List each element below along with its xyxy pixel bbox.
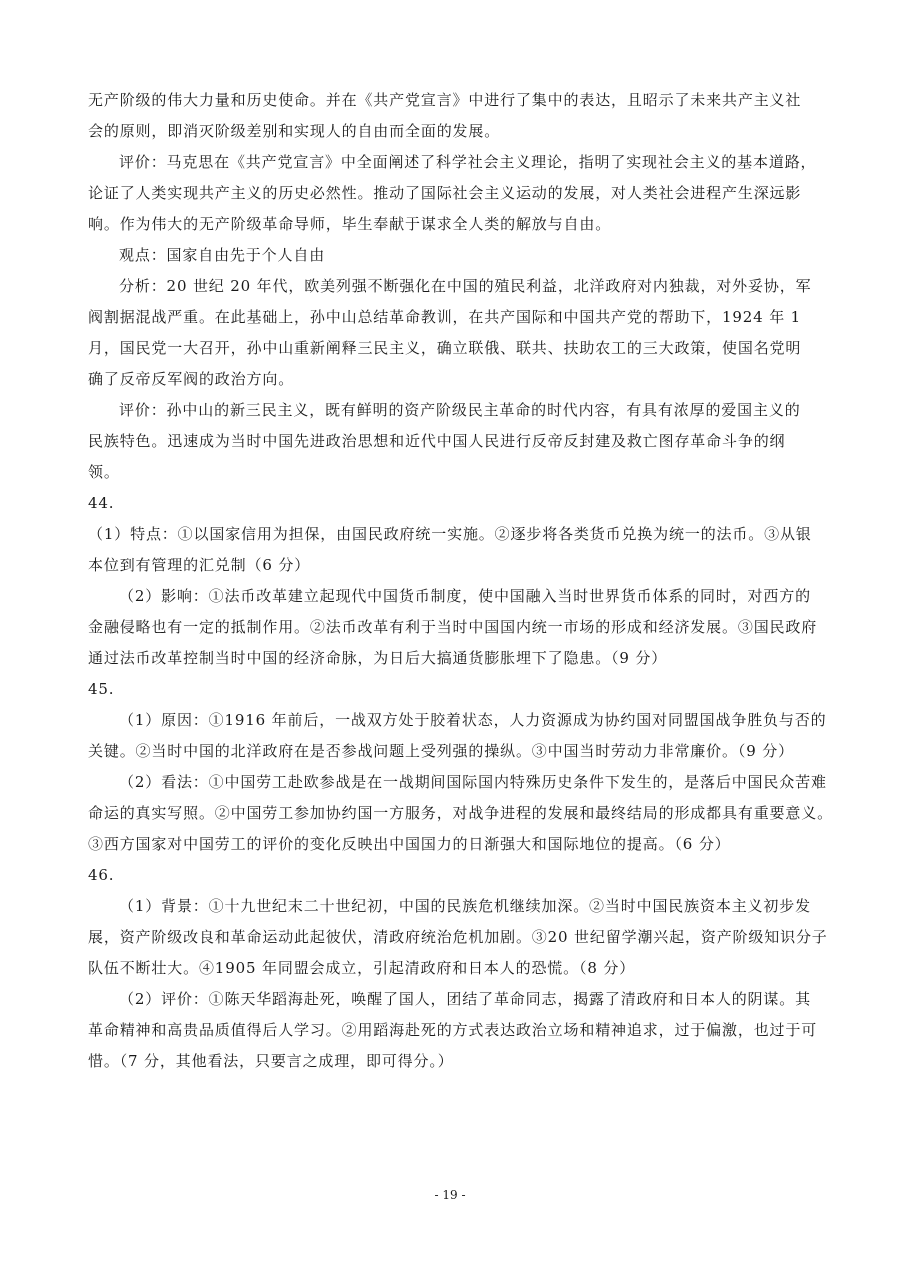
text-line: 论证了人类实现共产主义的历史必然性。推动了国际社会主义运动的发展，对人类社会进程产生深远影	[88, 184, 802, 202]
text-line: 46.	[88, 866, 115, 884]
text-line: 关键。②当时中国的北洋政府在是否参战问题上受列强的操纵。③中国当时劳动力非常廉价。（9 分）	[88, 742, 794, 760]
text-line: 评价：孙中山的新三民主义，既有鲜明的资产阶级民主革命的时代内容，有具有浓厚的爱国主义的	[119, 401, 801, 419]
text-line: ③西方国家对中国劳工的评价的变化反映出中国国力的日渐强大和国际地位的提高。（6 分）	[88, 835, 731, 853]
text-line: 革命精神和高贵品质值得后人学习。②用蹈海赴死的方式表达政治立场和精神追求，过于偏激，也过于可	[88, 1021, 818, 1039]
text-line: 展，资产阶级改良和革命运动此起彼伏，清政府统治危机加剧。③20 世纪留学潮兴起，资产阶级知识分子	[88, 928, 828, 946]
text-line: 金融侵略也有一定的抵制作用。②法币改革有利于当时中国国内统一市场的形成和经济发展。③国民政府	[88, 618, 818, 636]
text-line: 45.	[88, 680, 115, 698]
text-line: 44.	[88, 494, 115, 512]
text-line: 分析：20 世纪 20 年代，欧美列强不断强化在中国的殖民利益，北洋政府对内独裁，对外妥协，军	[119, 277, 812, 295]
text-line: 月，国民党一大召开，孙中山重新阐释三民主义，确立联俄、联共、扶助农工的三大政策，使国名党明	[88, 339, 802, 357]
text-line: （2）评价：①陈天华蹈海赴死，唤醒了国人，团结了革命同志，揭露了清政府和日本人的阴谋。其	[119, 990, 811, 1008]
text-line: （2）看法：①中国劳工赴欧参战是在一战期间国际国内特殊历史条件下发生的，是落后中国民众苦难	[119, 773, 827, 791]
text-line: （1）背景：①十九世纪末二十世纪初，中国的民族危机继续加深。②当时中国民族资本主义初步发	[119, 897, 811, 915]
text-line: （1）原因：①1916 年前后，一战双方处于胶着状态，人力资源成为协约国对同盟国战争胜负与否的	[119, 711, 827, 729]
document-body	[88, 88, 833, 1080]
text-line: 通过法币改革控制当时中国的经济命脉，为日后大搞通货膨胀埋下了隐患。（9 分）	[88, 649, 668, 667]
text-line: 确了反帝反军阀的政治方向。	[88, 370, 295, 388]
text-line: 命运的真实写照。②中国劳工参加协约国一方服务，对战争进程的发展和最终结局的形成都具有重要意义。	[88, 804, 833, 822]
text-line: 无产阶级的伟大力量和历史使命。并在《共产党宣言》中进行了集中的表达，且昭示了未来共产主义社	[88, 91, 802, 109]
text-line: 会的原则，即消灭阶级差别和实现人的自由而全面的发展。	[88, 122, 501, 140]
text-line: 阀割据混战严重。在此基础上，孙中山总结革命教训，在共产国际和中国共产党的帮助下，1924 年 1	[88, 308, 802, 326]
text-line: （2）影响：①法币改革建立起现代中国货币制度，使中国融入当时世界货币体系的同时，对西方的	[119, 587, 811, 605]
text-line: 队伍不断壮大。④1905 年同盟会成立，引起清政府和日本人的恐慌。（8 分）	[88, 959, 636, 977]
text-line: 领。	[88, 463, 120, 481]
page-number: - 19 -	[434, 1188, 466, 1202]
text-line: 民族特色。迅速成为当时中国先进政治思想和近代中国人民进行反帝反封建及救亡图存革命斗争的纲	[88, 432, 786, 450]
text-line: 评价：马克思在《共产党宣言》中全面阐述了科学社会主义理论，指明了实现社会主义的基本道路，	[119, 153, 817, 171]
text-line: 惜。（7 分，其他看法，只要言之成理，即可得分。）	[88, 1052, 454, 1070]
text-line: 观点：国家自由先于个人自由	[119, 246, 326, 264]
text-line: 本位到有管理的汇兑制（6 分）	[88, 556, 311, 574]
text-line: 响。作为伟大的无产阶级革命导师，毕生奉献于谋求全人类的解放与自由。	[88, 215, 612, 233]
text-line: （1）特点：①以国家信用为担保，由国民政府统一实施。②逐步将各类货币兑换为统一的法币。③从银	[88, 525, 812, 543]
